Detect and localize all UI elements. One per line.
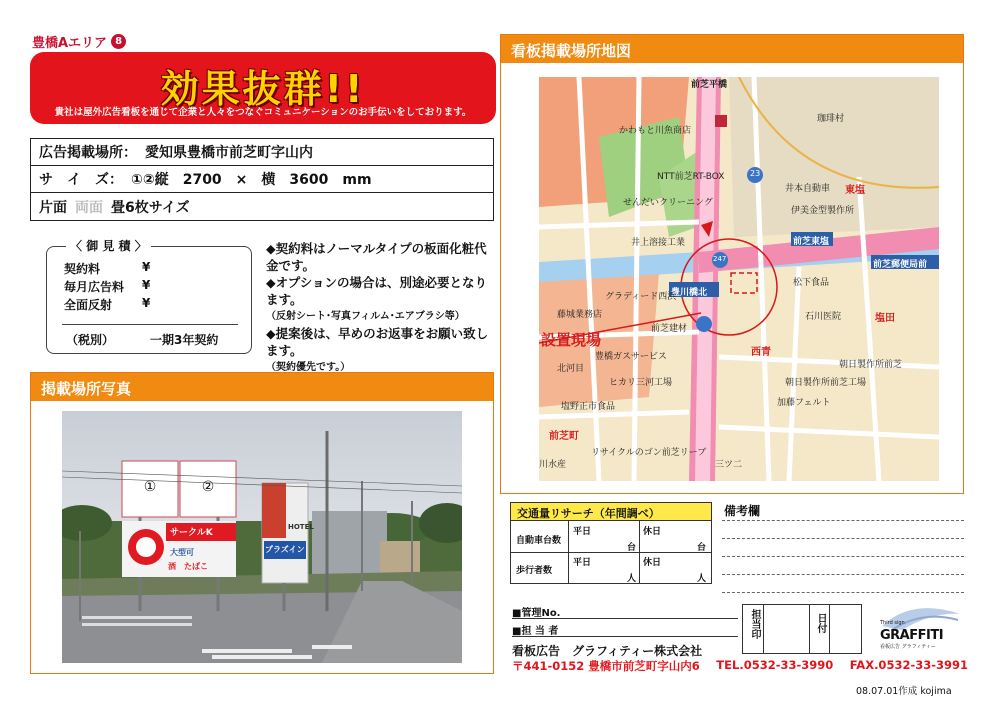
sign-sake: 酒 たばこ [168, 562, 208, 571]
map-fujinami: 藤城業務店 [557, 310, 603, 320]
area-number: 8 [111, 34, 126, 49]
walk-holiday: 休日 [643, 558, 662, 568]
note-2: ◆オプションの場合は、別途必要となります。 [266, 275, 487, 307]
remark-line [722, 556, 964, 557]
traffic-title: 交通量リサーチ（年間調べ） [511, 503, 711, 521]
banner-title: 効果抜群!! [160, 67, 366, 111]
map-sunji: 三ツ二 [715, 460, 743, 470]
contract-fee-yen: ¥ [142, 260, 151, 274]
car-weekday: 平日 [573, 527, 592, 537]
tel-number: TEL.0532-33-3990 [716, 658, 834, 672]
reflect-label: 全面反射 [64, 298, 113, 312]
board-2-label: ② [201, 479, 215, 495]
map-maeshiba-yubin: 前芝郵便局前 [873, 260, 928, 270]
remark-line [722, 520, 964, 521]
side-double: 両面 [75, 199, 103, 216]
sign-hotel-name: プラズイン [265, 545, 305, 554]
map-higashishio: 東塩 [845, 185, 865, 196]
estimate-box [46, 239, 252, 354]
staff-line [512, 636, 738, 637]
map-kawamoto: かわもと川魚商店 [619, 126, 692, 136]
side-row [31, 193, 493, 220]
car-weekday-unit: 台 [627, 543, 637, 553]
company-address [512, 658, 968, 674]
map-inoue: 井上溶接工業 [631, 238, 686, 248]
map-panel [500, 34, 964, 494]
sign-hotel: HOTEL [288, 523, 314, 531]
map-itami: 伊美金型製作所 [791, 206, 855, 216]
reflect-yen: ¥ [142, 296, 151, 310]
map-gas: 豊橋ガスサービス [595, 352, 667, 362]
map-nishiaou: 西青 [751, 347, 771, 358]
map-shioda: 塩田 [875, 313, 895, 324]
remark-line [722, 592, 964, 593]
map-route-247: 247 [713, 255, 727, 263]
company-name: 看板広告 グラフィティー株式会社 [512, 644, 703, 658]
map-maeshiba-higashishio: 前芝東塩 [793, 237, 830, 247]
area-name: 豊橋Aエリア [32, 36, 108, 51]
map-maeshiba-kenzai: 前芝建材 [651, 324, 688, 334]
size-value: ①②縦 2700 × 横 3600 mm [131, 172, 372, 188]
location-map [539, 77, 939, 481]
manager-no-label: ■管理No. [512, 608, 561, 619]
logo-top: Third sign [880, 620, 905, 626]
location-value: 愛知県豊橋市前芝町字山内 [145, 145, 313, 161]
note-3: ◆提案後は、早めのお返事をお願い致します。 [266, 326, 489, 358]
notes [266, 240, 498, 376]
stamp-box [742, 604, 862, 654]
fax-number: FAX.0532-33-3991 [849, 658, 968, 672]
sign-parking: 大型可 [170, 548, 194, 557]
monthly-fee-label: 毎月広告料 [64, 280, 125, 294]
map-kitawa: 北河目 [557, 364, 585, 374]
map-iimoto: 井本自動車 [785, 184, 831, 194]
photo-panel-title: 掲載場所写真 [31, 373, 493, 401]
map-panel-title: 看板掲載場所地図 [501, 35, 963, 63]
location-row [31, 139, 493, 166]
tanto-in-label: 担当印 [749, 609, 760, 639]
postal-address: 〒441-0152 豊橋市前芝町字山内6 [512, 659, 700, 673]
estimate-title: 〈 御 見 積 〉 [66, 237, 151, 254]
monthly-fee-yen: ¥ [142, 278, 151, 292]
size-row [31, 166, 493, 193]
car-holiday-unit: 台 [697, 543, 707, 553]
logo-sub: 看板広告 グラフィティー [880, 644, 936, 650]
banner-subtitle: 貴社は屋外広告看板を通じて企業と人々をつなぐコミュニケーションのお手伝いをしております。 [54, 107, 472, 118]
map-ntt: NTT前芝RT-BOX [657, 172, 725, 182]
date-label: 日付 [815, 613, 826, 633]
map-recycle: リサイクルのゴン前芝リーブ [591, 448, 707, 458]
map-grado: グラディード西浜 [605, 292, 677, 302]
map-site: 設置現場 [541, 331, 602, 349]
manager-no-line [512, 618, 738, 619]
headline-banner [30, 52, 496, 124]
map-ishikawa: 石川医院 [805, 312, 842, 322]
site-photo [62, 411, 462, 663]
side-single: 片面 [39, 199, 67, 216]
map-asahi-1: 朝日製作所前芝 [839, 360, 903, 370]
photo-panel [30, 372, 494, 674]
traffic-table [510, 502, 712, 584]
note-2-sub: （反射シート･写真フィルム･エアブラシ等） [266, 311, 465, 322]
map-sendai: せんだいクリーニング [623, 198, 713, 208]
map-maeshiba-hirabashi: 前芝平橋 [691, 80, 728, 90]
car-holiday: 休日 [643, 527, 662, 537]
map-asahi-2: 朝日製作所前芝工場 [785, 378, 867, 388]
remark-line [722, 574, 964, 575]
remarks-title: 備考欄 [724, 504, 761, 518]
walk-holiday-unit: 人 [697, 574, 707, 584]
area-tag [32, 32, 126, 51]
map-coffee: 珈琲村 [817, 114, 845, 124]
walk-weekday: 平日 [573, 558, 592, 568]
map-kawamizu: 川水産 [539, 460, 567, 470]
walk-weekday-unit: 人 [627, 574, 637, 584]
map-kato: 加藤フェルト [777, 398, 831, 408]
info-table [30, 138, 494, 221]
map-hikari: ヒカリ三河工場 [609, 378, 673, 388]
note-1: ◆契約料はノーマルタイプの板面化粧代金です。 [266, 241, 487, 273]
logo-main: GRAFFITI [880, 628, 944, 643]
map-maeshiba-town: 前芝町 [549, 431, 579, 442]
created-note: 08.07.01作成 kojima [856, 686, 952, 697]
contract-fee-label: 契約料 [64, 262, 101, 276]
size-label: サ イ ズ： [39, 172, 123, 188]
map-toyokawa-bridge: 豊川橋北 [671, 288, 708, 298]
location-label: 広告掲載場所： [39, 145, 137, 161]
map-route-23: 23 [750, 169, 761, 178]
tax-note: （税別） [66, 333, 115, 347]
side-size: 畳6枚サイズ [111, 199, 190, 216]
sign-circle-k: サークルK [170, 528, 213, 538]
contract-term: 一期3年契約 [150, 333, 219, 347]
map-matsushita: 松下食品 [793, 278, 830, 288]
staff-label: ■担 当 者 [512, 626, 559, 637]
car-count-label: 自動車台数 [516, 536, 562, 546]
walker-count-label: 歩行者数 [516, 566, 553, 576]
board-1-label: ① [143, 479, 157, 495]
note-3-sub: （契約優先です。） [266, 362, 351, 373]
graffiti-logo [872, 604, 962, 652]
remark-line [722, 538, 964, 539]
map-shionoya: 塩野正市食品 [561, 402, 616, 412]
